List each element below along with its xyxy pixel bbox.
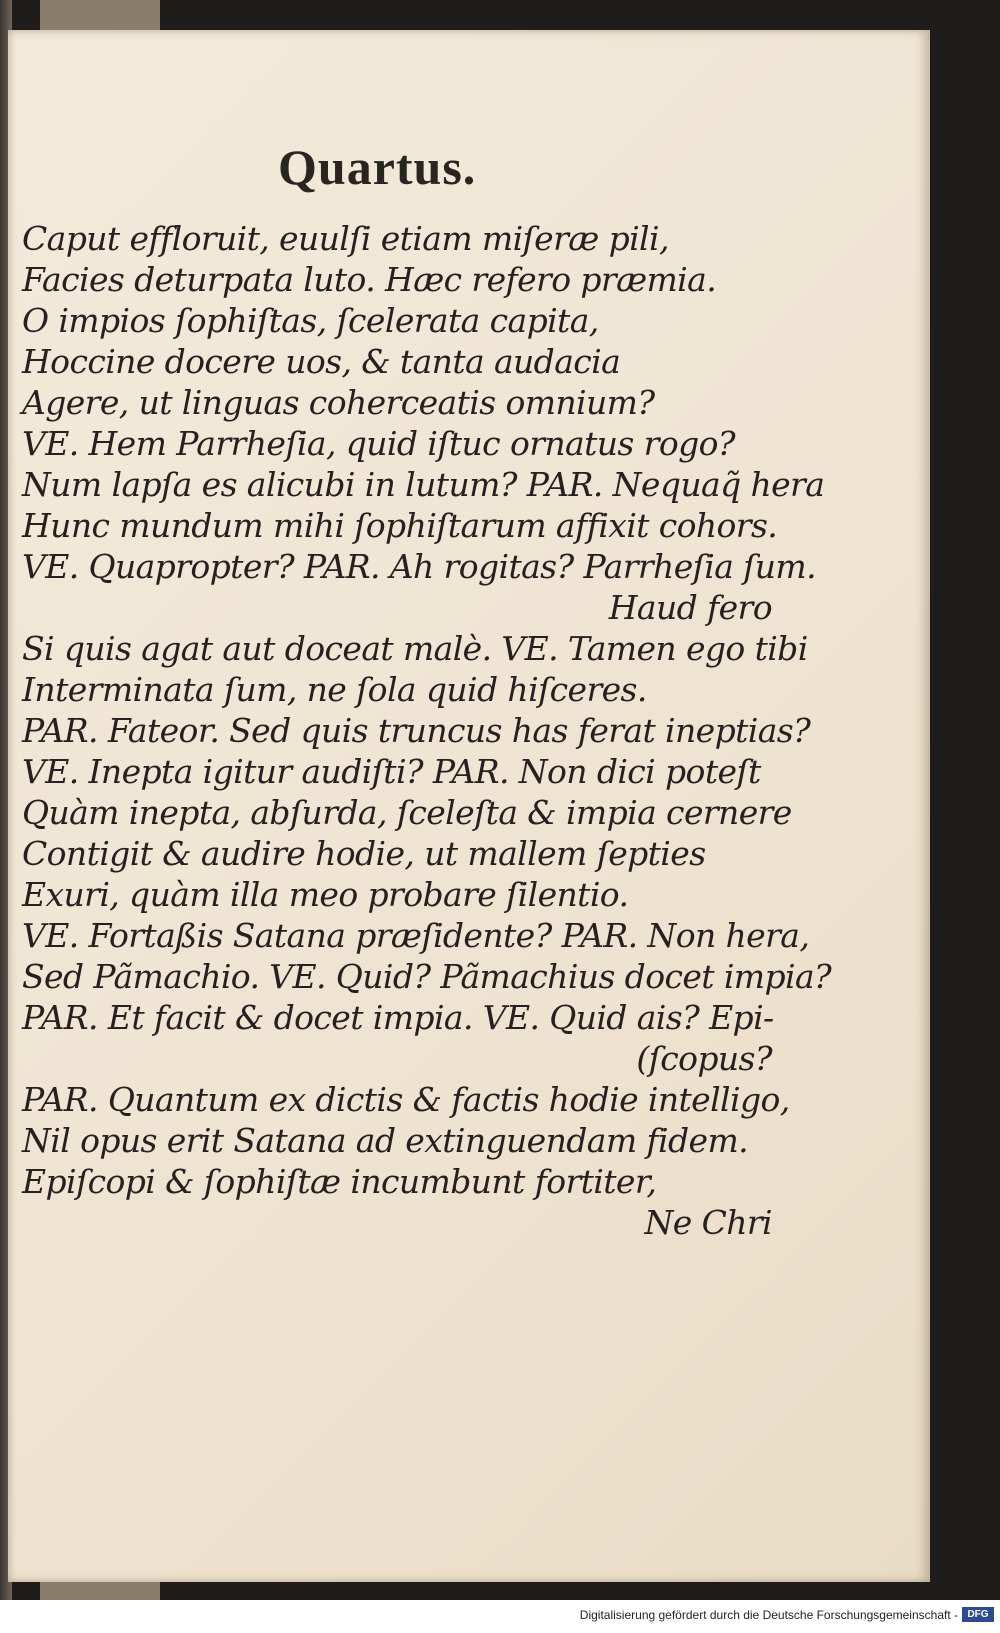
page-heading: Quartus. [278,139,477,195]
text-line: Ne Chri [644,1203,772,1242]
text-line: Sed Pãmachio. VE. Quid? Pãmachius docet impia? [22,957,832,996]
digitization-footer [0,1600,1000,1633]
text-line: VE. Quapropter? PAR. Ah rogitas? Parrheſia ſum. [22,547,817,586]
text-line: PAR. Et facit & docet impia. VE. Quid ais? Epi- [22,998,774,1037]
text-line: PAR. Quantum ex dictis & factis hodie intelligo, [22,1080,790,1119]
text-line: Num lapſa es alicubi in lutum? PAR. Nequaq̃ hera [22,465,825,504]
text-line: Contigit & audire hodie, ut mallem ſepties [22,834,706,873]
text-line: (ſcopus? [636,1039,772,1078]
funding-notice: Digitalisierung gefördert durch die Deutsche Forschungsgemeinschaft - [579,1608,958,1622]
text-line: Hoccine docere uos, & tanta audacia [22,342,621,381]
text-line: Facies deturpata luto. Hæc refero præmia. [22,260,717,299]
text-line: Agere, ut linguas coherceatis omnium? [22,383,655,422]
text-line: Haud fero [608,588,772,627]
text-line: Epiſcopi & ſophiſtæ incumbunt fortiter, [22,1162,657,1201]
dfg-logo: DFG [962,1607,994,1622]
text-line: PAR. Fateor. Sed quis truncus has ferat ineptias? [22,711,811,750]
text-line: Quàm inepta, abſurda, ſceleſta & impia cernere [22,793,792,832]
text-line: Interminata ſum, ne ſola quid hiſceres. [22,670,647,709]
text-line: VE. Hem Parrheſia, quid iſtuc ornatus rogo? [22,424,735,463]
text-line: Nil opus erit Satana ad extinguendam fidem. [22,1121,749,1160]
text-line: Si quis agat aut doceat malè. VE. Tamen ego tibi [22,629,808,668]
text-block [22,218,832,1243]
text-line: Caput effloruit, euulſi etiam miſeræ pili, [22,219,669,258]
text-line: VE. Inepta igitur audiſti? PAR. Non dici poteſt [22,752,761,791]
text-line: Exuri, quàm illa meo probare ſilentio. [22,875,629,914]
paper-page [8,30,930,1582]
text-line: Hunc mundum mihi ſophiſtarum affixit cohors. [22,506,778,545]
text-line: VE. Fortaßis Satana præſidente? PAR. Non hera, [22,916,810,955]
text-line: O impios ſophiſtas, ſcelerata capita, [22,301,599,340]
